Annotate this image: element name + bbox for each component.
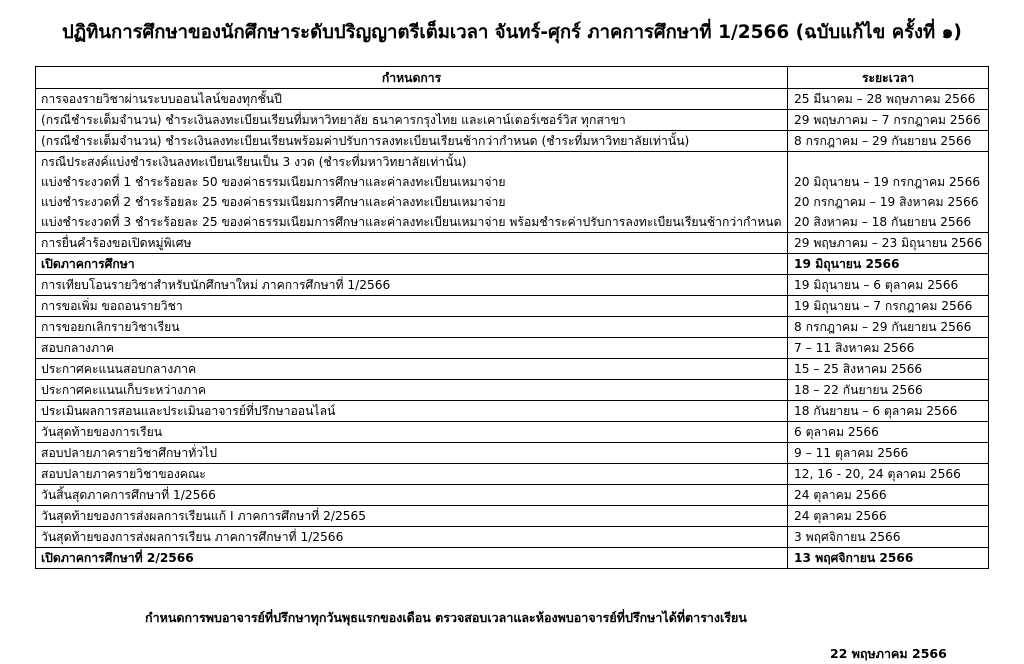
- task-cell: วันสุดท้ายของการส่งผลการเรียนแก้ I ภาคการศึกษาที่ 2/2565: [36, 506, 788, 527]
- task-cell: (กรณีชำระเต็มจำนวน) ชำระเงินลงทะเบียนเรียนพร้อมค่าปรับการลงทะเบียนเรียนช้ากว่ากำหนด (ชำระที่มหาวิทยาลัยเท่านั้น): [36, 131, 788, 152]
- period-cell: 19 มิถุนายน 2566: [788, 254, 989, 275]
- table-row: [36, 359, 989, 380]
- period-cell: 13 พฤศจิกายน 2566: [788, 548, 989, 569]
- table-row: [36, 464, 989, 485]
- table-row: [36, 233, 989, 254]
- table-row: [36, 89, 989, 110]
- period-cell: 18 กันยายน – 6 ตุลาคม 2566: [788, 401, 989, 422]
- column-header-schedule: กำหนดการ: [36, 67, 788, 89]
- page-title: ปฏิทินการศึกษาของนักศึกษาระดับปริญญาตรีเต็มเวลา จันทร์-ศุกร์ ภาคการศึกษาที่ 1/2566 (ฉบับแก้ไข ครั้งที่ ๑): [62, 22, 962, 43]
- task-cell: เปิดภาคการศึกษาที่ 2/2566: [36, 548, 788, 569]
- period-cell: 8 กรกฎาคม – 29 กันยายน 2566: [788, 131, 989, 152]
- task-cell: ประเมินผลการสอนและประเมินอาจารย์ที่ปรึกษาออนไลน์: [36, 401, 788, 422]
- column-header-period: ระยะเวลา: [788, 67, 989, 89]
- installment-heading: กรณีประสงค์แบ่งชำระเงินลงทะเบียนเรียนเป็น 3 งวด (ชำระที่มหาวิทยาลัยเท่านั้น): [41, 155, 467, 169]
- task-cell: สอบปลายภาครายวิชาของคณะ: [36, 464, 788, 485]
- period-cell: 12, 16 - 20, 24 ตุลาคม 2566: [788, 464, 989, 485]
- table-row: [36, 131, 989, 152]
- table-row: [36, 317, 989, 338]
- task-cell: สอบปลายภาครายวิชาศึกษาทั่วไป: [36, 443, 788, 464]
- installment-period-cell: [788, 152, 989, 233]
- task-cell: วันสุดท้ายของการเรียน: [36, 422, 788, 443]
- period-cell: 25 มีนาคม – 28 พฤษภาคม 2566: [788, 89, 989, 110]
- installment-period: 20 สิงหาคม – 18 กันยายน 2566: [794, 215, 972, 229]
- task-cell: วันสิ้นสุดภาคการศึกษาที่ 1/2566: [36, 485, 788, 506]
- installment-task-cell: [36, 152, 788, 233]
- task-cell: สอบกลางภาค: [36, 338, 788, 359]
- academic-calendar-table: [35, 66, 989, 569]
- period-cell: 24 ตุลาคม 2566: [788, 485, 989, 506]
- table-row: [36, 338, 989, 359]
- installment-item: แบ่งชำระงวดที่ 3 ชำระร้อยละ 25 ของค่าธรรมเนียมการศึกษาและค่าลงทะเบียนเหมาจ่าย พร้อมชำระค่าปรับการลงทะเบียนเรียนช้ากว่ากำหนด: [41, 215, 782, 229]
- task-cell: การเทียบโอนรายวิชาสำหรับนักศึกษาใหม่ ภาคการศึกษาที่ 1/2566: [36, 275, 788, 296]
- task-cell: ประกาศคะแนนเก็บระหว่างภาค: [36, 380, 788, 401]
- advisor-meeting-note: กำหนดการพบอาจารย์ที่ปรึกษาทุกวันพุธแรกของเดือน ตรวจสอบเวลาและห้องพบอาจารย์ที่ปรึกษาได้ที่ตารางเรียน: [145, 610, 747, 625]
- task-cell: การยื่นคำร้องขอเปิดหมู่พิเศษ: [36, 233, 788, 254]
- task-cell: การขอยกเลิกรายวิชาเรียน: [36, 317, 788, 338]
- period-cell: 7 – 11 สิงหาคม 2566: [788, 338, 989, 359]
- installment-item: แบ่งชำระงวดที่ 1 ชำระร้อยละ 50 ของค่าธรรมเนียมการศึกษาและค่าลงทะเบียนเหมาจ่าย: [41, 175, 506, 189]
- table-row: [36, 485, 989, 506]
- installment-row: [36, 152, 989, 233]
- installment-period: 20 กรกฎาคม – 19 สิงหาคม 2566: [794, 195, 979, 209]
- period-cell: 29 พฤษภาคม – 7 กรกฎาคม 2566: [788, 110, 989, 131]
- installment-item: แบ่งชำระงวดที่ 2 ชำระร้อยละ 25 ของค่าธรรมเนียมการศึกษาและค่าลงทะเบียนเหมาจ่าย: [41, 195, 506, 209]
- task-cell: วันสุดท้ายของการส่งผลการเรียน ภาคการศึกษาที่ 1/2566: [36, 527, 788, 548]
- table-row: [36, 296, 989, 317]
- period-cell: 19 มิถุนายน – 6 ตุลาคม 2566: [788, 275, 989, 296]
- period-cell: 15 – 25 สิงหาคม 2566: [788, 359, 989, 380]
- table-row: [36, 443, 989, 464]
- task-cell: ประกาศคะแนนสอบกลางภาค: [36, 359, 788, 380]
- task-cell: การขอเพิ่ม ขอถอนรายวิชา: [36, 296, 788, 317]
- table-row: [36, 548, 989, 569]
- table-row: [36, 527, 989, 548]
- period-cell: 29 พฤษภาคม – 23 มิถุนายน 2566: [788, 233, 989, 254]
- table-row: [36, 422, 989, 443]
- table-row: [36, 275, 989, 296]
- table-row: [36, 506, 989, 527]
- installment-period: 20 มิถุนายน – 19 กรกฎาคม 2566: [794, 175, 981, 189]
- table-row: [36, 401, 989, 422]
- task-cell: (กรณีชำระเต็มจำนวน) ชำระเงินลงทะเบียนเรียนที่มหาวิทยาลัย ธนาคารกรุงไทย และเคาน์เตอร์เซอร์วิส ทุกสาขา: [36, 110, 788, 131]
- period-cell: 9 – 11 ตุลาคม 2566: [788, 443, 989, 464]
- period-cell: 6 ตุลาคม 2566: [788, 422, 989, 443]
- announcement-date: 22 พฤษภาคม 2566: [830, 646, 947, 661]
- table-header-row: [36, 67, 989, 89]
- table-row: [36, 380, 989, 401]
- task-cell: เปิดภาคการศึกษา: [36, 254, 788, 275]
- task-cell: การจองรายวิชาผ่านระบบออนไลน์ของทุกชั้นปี: [36, 89, 788, 110]
- period-cell: 8 กรกฎาคม – 29 กันยายน 2566: [788, 317, 989, 338]
- table-row: [36, 254, 989, 275]
- period-cell: 18 – 22 กันยายน 2566: [788, 380, 989, 401]
- table-row: [36, 110, 989, 131]
- period-cell: 3 พฤศจิกายน 2566: [788, 527, 989, 548]
- period-cell: 24 ตุลาคม 2566: [788, 506, 989, 527]
- period-cell: 19 มิถุนายน – 7 กรกฎาคม 2566: [788, 296, 989, 317]
